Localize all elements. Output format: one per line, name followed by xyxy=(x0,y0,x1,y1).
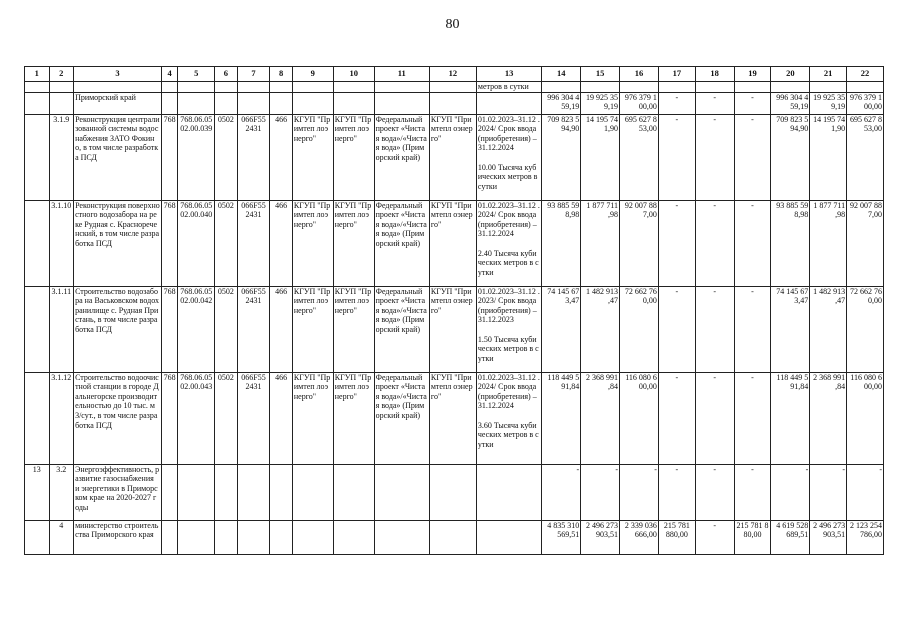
table-cell: 768 xyxy=(162,286,178,372)
table-cell: 0502 xyxy=(215,372,237,464)
table-cell: - xyxy=(658,464,695,520)
table-cell xyxy=(292,92,333,114)
table-cell xyxy=(292,82,333,93)
table-row xyxy=(25,286,884,372)
table-cell: 466 xyxy=(270,372,292,464)
table-cell: - xyxy=(658,200,695,286)
page-number: 80 xyxy=(445,17,460,32)
table-cell: 4 619 528 689,51 xyxy=(771,520,810,554)
table-row xyxy=(25,520,884,554)
table-row xyxy=(25,92,884,114)
table-cell: 01.02.2023–31.12 .2024/ Срок ввода (приобретения) – 31.12.2024 10.00 Тысяча кубических метров в сутки xyxy=(476,114,541,200)
table-row xyxy=(25,82,884,93)
header-cell: 17 xyxy=(658,67,695,82)
table-cell xyxy=(429,520,476,554)
table-cell: 14 195 74 1,90 xyxy=(810,114,847,200)
table-cell xyxy=(581,82,620,93)
table-cell: 996 304 4 59,19 xyxy=(542,92,581,114)
table-cell: 066F55 2431 xyxy=(237,200,270,286)
header-cell: 14 xyxy=(542,67,581,82)
header-cell: 22 xyxy=(847,67,884,82)
table-cell xyxy=(333,520,374,554)
header-cell: 21 xyxy=(810,67,847,82)
table-cell: - xyxy=(695,92,734,114)
table-cell: 74 145 67 3,47 xyxy=(542,286,581,372)
header-cell: 12 xyxy=(429,67,476,82)
table-cell xyxy=(215,464,237,520)
table-cell: КГУП "Примтеп лоэнерго" xyxy=(292,286,333,372)
table-cell xyxy=(476,464,541,520)
table-cell: 93 885 59 8,98 xyxy=(542,200,581,286)
header-cell: 5 xyxy=(178,67,215,82)
table-cell: 1 877 711 ,98 xyxy=(581,200,620,286)
table-cell: 709 823 5 94,90 xyxy=(542,114,581,200)
table-cell xyxy=(270,520,292,554)
table-cell: - xyxy=(695,520,734,554)
table-cell xyxy=(162,82,178,93)
table-row xyxy=(25,200,884,286)
table-cell xyxy=(374,464,429,520)
table-cell: 2 123 254 786,00 xyxy=(847,520,884,554)
table-cell: 996 304 4 59,19 xyxy=(771,92,810,114)
table-cell: 768 xyxy=(162,200,178,286)
table-cell: КГУП "Примтеп лоэнерго" xyxy=(333,372,374,464)
table-cell: 13 xyxy=(25,464,50,520)
header-cell: 3 xyxy=(74,67,162,82)
header-cell: 11 xyxy=(374,67,429,82)
table-cell: 215 781 8 80,00 xyxy=(734,520,771,554)
table-cell: КГУП "Примтеп лоэнерго" xyxy=(333,200,374,286)
table-cell: 4 xyxy=(49,520,74,554)
table-cell: 3.1.11 xyxy=(49,286,74,372)
table-cell: 768 xyxy=(162,372,178,464)
table-cell: 709 823 5 94,90 xyxy=(771,114,810,200)
table-cell xyxy=(476,520,541,554)
table-cell: 2 368 991 ,84 xyxy=(581,372,620,464)
table-cell xyxy=(215,92,237,114)
table-cell: Федеральный проект «Чистая вода»/«Чистая вода» (Приморский край) xyxy=(374,372,429,464)
table-cell: 3.2 xyxy=(49,464,74,520)
table-cell: 695 627 8 53,00 xyxy=(847,114,884,200)
table-cell xyxy=(215,82,237,93)
header-cell: 16 xyxy=(620,67,659,82)
table-cell: метров в сутки xyxy=(476,82,541,93)
header-cell: 15 xyxy=(581,67,620,82)
table-cell xyxy=(542,82,581,93)
header-cell: 10 xyxy=(333,67,374,82)
table-cell xyxy=(215,520,237,554)
table-cell: 976 379 1 00,00 xyxy=(620,92,659,114)
table-cell: 72 662 76 0,00 xyxy=(620,286,659,372)
table-cell: 066F55 2431 xyxy=(237,114,270,200)
table-header-row xyxy=(25,67,884,82)
table-cell xyxy=(810,82,847,93)
table-cell: 2 496 273 903,51 xyxy=(810,520,847,554)
table-cell: - xyxy=(847,464,884,520)
table-cell xyxy=(162,92,178,114)
table-cell xyxy=(237,82,270,93)
table-cell xyxy=(25,372,50,464)
table-cell xyxy=(178,82,215,93)
table-cell xyxy=(25,82,50,93)
table-cell xyxy=(429,92,476,114)
table-cell: - xyxy=(695,200,734,286)
table-cell: - xyxy=(581,464,620,520)
table-cell: 93 885 59 8,98 xyxy=(771,200,810,286)
table-row xyxy=(25,114,884,200)
table-cell: КГУП "Примтепл оэнерго" xyxy=(429,372,476,464)
table-cell: 74 145 67 3,47 xyxy=(771,286,810,372)
table-cell xyxy=(178,520,215,554)
table-cell: 1 877 711 ,98 xyxy=(810,200,847,286)
table-cell xyxy=(25,114,50,200)
table-cell xyxy=(429,82,476,93)
table-cell: - xyxy=(734,200,771,286)
budget-table xyxy=(24,66,884,555)
table-cell: Федеральный проект «Чистая вода»/«Чистая вода» (Приморский край) xyxy=(374,286,429,372)
table-cell xyxy=(25,286,50,372)
table-cell xyxy=(333,464,374,520)
table-cell: - xyxy=(734,372,771,464)
table-cell xyxy=(25,92,50,114)
table-cell: - xyxy=(658,92,695,114)
header-cell: 4 xyxy=(162,67,178,82)
table-cell: - xyxy=(695,372,734,464)
table-cell xyxy=(237,520,270,554)
table-cell xyxy=(771,82,810,93)
table-cell xyxy=(270,464,292,520)
header-cell: 8 xyxy=(270,67,292,82)
table-cell: 3.1.10 xyxy=(49,200,74,286)
header-cell: 13 xyxy=(476,67,541,82)
table-cell: - xyxy=(695,286,734,372)
table-cell: 066F55 2431 xyxy=(237,286,270,372)
header-cell: 19 xyxy=(734,67,771,82)
table-cell: - xyxy=(658,286,695,372)
table-cell: 0502 xyxy=(215,286,237,372)
table-cell xyxy=(620,82,659,93)
table-cell: - xyxy=(695,114,734,200)
table-cell: 2 339 036 666,00 xyxy=(620,520,659,554)
table-cell: 466 xyxy=(270,286,292,372)
table-cell xyxy=(374,92,429,114)
table-cell xyxy=(178,92,215,114)
table-cell: 19 925 35 9,19 xyxy=(810,92,847,114)
table-cell xyxy=(270,92,292,114)
header-cell: 2 xyxy=(49,67,74,82)
table-cell: КГУП "Примтепл оэнерго" xyxy=(429,200,476,286)
table-row xyxy=(25,372,884,464)
table-cell: - xyxy=(734,114,771,200)
table-cell: 01.02.2023–31.12 .2023/ Срок ввода (приобретения) – 31.12.2023 1.50 Тысяча кубических метров в сутки xyxy=(476,286,541,372)
table-row xyxy=(25,464,884,520)
table-cell: 768.06.05 02.00.040 xyxy=(178,200,215,286)
table-cell: КГУП "Примтеп лоэнерго" xyxy=(292,200,333,286)
header-cell: 6 xyxy=(215,67,237,82)
table-cell xyxy=(695,82,734,93)
table-cell xyxy=(49,82,74,93)
table-cell xyxy=(429,464,476,520)
table-cell: 116 080 6 00,00 xyxy=(847,372,884,464)
table-cell: 72 662 76 0,00 xyxy=(847,286,884,372)
table-cell: - xyxy=(542,464,581,520)
table-cell: 768.06.05 02.00.042 xyxy=(178,286,215,372)
table-cell: 3.1.12 xyxy=(49,372,74,464)
table-cell xyxy=(162,464,178,520)
table-cell: 768 xyxy=(162,114,178,200)
table-cell: 118 449 5 91,84 xyxy=(771,372,810,464)
table-cell xyxy=(333,92,374,114)
table-cell xyxy=(162,520,178,554)
table-cell xyxy=(292,520,333,554)
table-cell: - xyxy=(658,114,695,200)
header-cell: 20 xyxy=(771,67,810,82)
header-cell: 7 xyxy=(237,67,270,82)
table-cell: 1 482 913 ,47 xyxy=(581,286,620,372)
table-cell: Федеральный проект «Чистая вода»/«Чистая вода» (Приморский край) xyxy=(374,200,429,286)
table-cell: Энергоэффективность, развитие газоснабжения и энергетики в Приморском крае на 2020-2027 годы xyxy=(74,464,162,520)
table-cell: Строительство водоочистной станции в городе Дальнегорске производительностью до 10 тыс. м3/сут., в том числе разработка ПСД xyxy=(74,372,162,464)
table-cell: 118 449 5 91,84 xyxy=(542,372,581,464)
table-cell: - xyxy=(771,464,810,520)
table-cell: Строительство водозабора на Васьковском водохранилище с. Рудная Пристань, в том числе разработка ПСД xyxy=(74,286,162,372)
table-cell: 92 007 88 7,00 xyxy=(847,200,884,286)
table-cell: КГУП "Примтеп лоэнерго" xyxy=(333,114,374,200)
table-cell: КГУП "Примтепл оэнерго" xyxy=(429,286,476,372)
table-cell: 4 835 310 569,51 xyxy=(542,520,581,554)
table-cell xyxy=(658,82,695,93)
table-cell: 768.06.05 02.00.043 xyxy=(178,372,215,464)
table-cell: министерство строительства Приморского края xyxy=(74,520,162,554)
table-cell: - xyxy=(734,92,771,114)
table-cell: 215 781 880,00 xyxy=(658,520,695,554)
table-cell: 14 195 74 1,90 xyxy=(581,114,620,200)
table-cell: 01.02.2023–31.12 .2024/ Срок ввода (приобретения) – 31.12.2024 3.60 Тысяча кубических метров в сутки xyxy=(476,372,541,464)
table-cell: 0502 xyxy=(215,114,237,200)
table-cell: Реконструкция поверхностного водозабора на реке Рудная с. Краснореченский, в том числе разработка ПСД xyxy=(74,200,162,286)
header-cell: 9 xyxy=(292,67,333,82)
table-cell xyxy=(292,464,333,520)
table-cell: 1 482 913 ,47 xyxy=(810,286,847,372)
table-cell xyxy=(178,464,215,520)
table-cell: 0502 xyxy=(215,200,237,286)
table-cell xyxy=(333,82,374,93)
table-cell: 116 080 6 00,00 xyxy=(620,372,659,464)
table-cell: 066F55 2431 xyxy=(237,372,270,464)
table-cell xyxy=(237,464,270,520)
table-cell: - xyxy=(734,464,771,520)
table-cell xyxy=(476,92,541,114)
table-cell xyxy=(25,200,50,286)
table-cell: 466 xyxy=(270,114,292,200)
table-cell: КГУП "Примтеп лоэнерго" xyxy=(292,372,333,464)
table-cell: 3.1.9 xyxy=(49,114,74,200)
table-cell: - xyxy=(695,464,734,520)
table-cell: - xyxy=(620,464,659,520)
table-cell: 01.02.2023–31.12 .2024/ Срок ввода (приобретения) – 31.12.2024 2.40 Тысяча кубических метров в сутки xyxy=(476,200,541,286)
table-cell: КГУП "Примтеп лоэнерго" xyxy=(292,114,333,200)
table-cell xyxy=(270,82,292,93)
table-cell xyxy=(49,92,74,114)
table-cell xyxy=(734,82,771,93)
table-cell: - xyxy=(810,464,847,520)
header-cell: 18 xyxy=(695,67,734,82)
table-cell xyxy=(74,82,162,93)
table-cell: КГУП "Примтеп лоэнерго" xyxy=(333,286,374,372)
table-cell: Приморский край xyxy=(74,92,162,114)
table-cell xyxy=(25,520,50,554)
table-cell: 92 007 88 7,00 xyxy=(620,200,659,286)
table-cell xyxy=(237,92,270,114)
table-cell: - xyxy=(658,372,695,464)
table-cell: Федеральный проект «Чистая вода»/«Чистая вода» (Приморский край) xyxy=(374,114,429,200)
table-cell: 768.06.05 02.00.039 xyxy=(178,114,215,200)
table-cell: 466 xyxy=(270,200,292,286)
header-cell: 1 xyxy=(25,67,50,82)
table-cell: Реконструкция централизованной системы водоснабжения ЗАТО Фокино, в том числе разработка ПСД xyxy=(74,114,162,200)
table-cell: КГУП "Примтепл оэнерго" xyxy=(429,114,476,200)
table-cell: 2 368 991 ,84 xyxy=(810,372,847,464)
table-cell: 19 925 35 9,19 xyxy=(581,92,620,114)
table-cell: 2 496 273 903,51 xyxy=(581,520,620,554)
table-cell: - xyxy=(734,286,771,372)
table-cell xyxy=(374,520,429,554)
table-cell xyxy=(374,82,429,93)
table-cell: 976 379 1 00,00 xyxy=(847,92,884,114)
table-cell: 695 627 8 53,00 xyxy=(620,114,659,200)
table-cell xyxy=(847,82,884,93)
